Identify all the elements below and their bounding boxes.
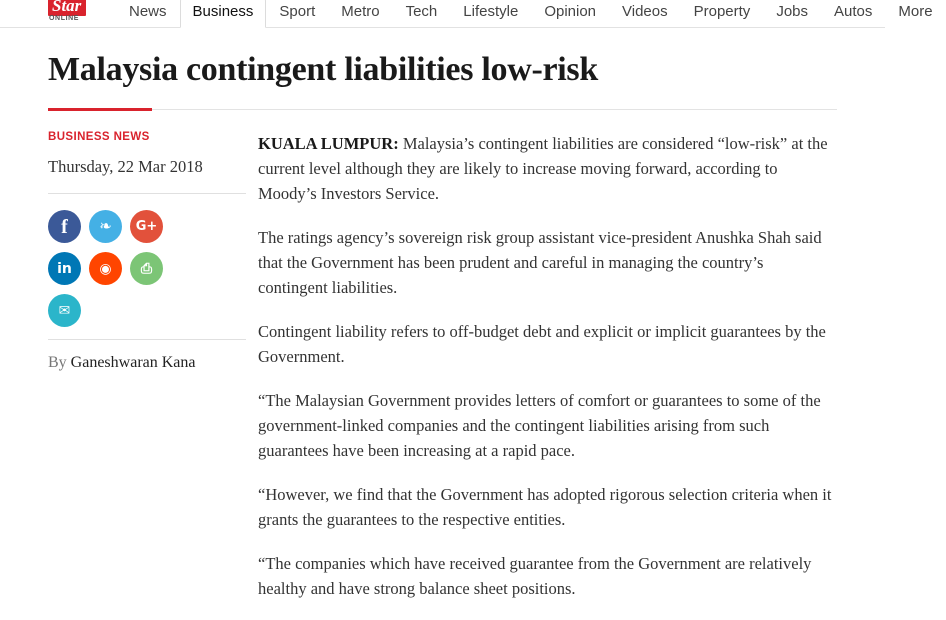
article-paragraph (258, 225, 837, 300)
article-paragraph-text: The ratings agency’s sovereign risk group assistant vice-president Anushka Shah said that the Government has been prudent and careful in managing the country’s contingent liabilities. (258, 228, 822, 297)
byline-author[interactable]: Ganeshwaran Kana (70, 354, 196, 371)
page-title: Malaysia contingent liabilities low-risk (48, 51, 598, 88)
nav-item-jobs[interactable]: Jobs (776, 3, 808, 20)
nav-item-more[interactable]: More (898, 3, 933, 20)
headline-section (0, 28, 885, 111)
article-paragraph-text: Contingent liability refers to off-budget debt and explicit or implicit guarantees by the Government. (258, 322, 826, 366)
article-paragraph (258, 388, 837, 463)
article-content-area (0, 131, 885, 620)
logo-star-text: Star (48, 0, 86, 16)
article-paragraph-text: “However, we find that the Government has adopted rigorous selection criteria when it grants the guarantees to the respective entities. (258, 485, 832, 529)
share-row-1 (48, 210, 218, 243)
twitter-share-icon[interactable]: ❧ (89, 210, 122, 243)
article-paragraph (258, 482, 837, 532)
nav-item-opinion[interactable]: Opinion (544, 3, 597, 20)
top-navigation-bar (0, 0, 933, 28)
publication-date: Thursday, 22 Mar 2018 (48, 157, 203, 176)
reddit-share-icon[interactable]: ◉ (89, 252, 122, 285)
divider-line (152, 109, 837, 110)
nav-item-metro[interactable]: Metro (341, 3, 380, 20)
logo-online-text: ONLINE (49, 15, 80, 22)
divider-accent (48, 108, 152, 111)
article-paragraph-text: “The companies which have received guarantee from the Government are relatively healthy and have strong balance sheet positions. (258, 554, 812, 598)
sidebar-divider-bottom (48, 339, 246, 340)
nav-item-tech[interactable]: Tech (405, 3, 438, 20)
article-paragraph-text: Malaysia’s contingent liabilities are considered “low-risk” at the current level although they are likely to increase moving forward, according to Moody’s Investors Service. (258, 134, 828, 203)
byline-prefix: By (48, 354, 67, 371)
byline (48, 354, 238, 372)
nav-item-business[interactable]: Business (180, 0, 267, 28)
share-row-3 (48, 294, 218, 327)
article-sidebar (48, 131, 248, 620)
site-logo[interactable] (46, 0, 102, 27)
nav-item-property[interactable]: Property (693, 3, 751, 20)
nav-item-videos[interactable]: Videos (622, 3, 668, 20)
share-row-2 (48, 252, 218, 285)
article-lead-label: KUALA LUMPUR: (258, 134, 399, 153)
article-paragraph (258, 131, 837, 206)
article-paragraph-text: “The Malaysian Government provides letters of comfort or guarantees to some of the government-linked companies and the contingent liabilities arising from such guarantees have been increasing at a rapid pace. (258, 391, 821, 460)
section-kicker[interactable]: BUSINESS NEWS (48, 131, 150, 143)
nav-item-sport[interactable]: Sport (279, 3, 316, 20)
linkedin-share-icon[interactable]: in (48, 252, 81, 285)
headline-divider (48, 108, 837, 111)
nav-item-news[interactable]: News (129, 3, 167, 20)
nav-list (116, 0, 946, 27)
print-icon[interactable]: ⎙ (130, 252, 163, 285)
article-paragraph (258, 551, 837, 601)
facebook-share-icon[interactable]: f (48, 210, 81, 243)
googleplus-share-icon[interactable]: G+ (130, 210, 163, 243)
email-share-icon[interactable]: ✉ (48, 294, 81, 327)
article-paragraph (258, 319, 837, 369)
sidebar-divider-top (48, 193, 246, 194)
nav-item-autos[interactable]: Autos (834, 3, 873, 20)
article-body (248, 131, 837, 620)
nav-item-lifestyle[interactable]: Lifestyle (463, 3, 519, 20)
share-buttons (48, 210, 218, 327)
